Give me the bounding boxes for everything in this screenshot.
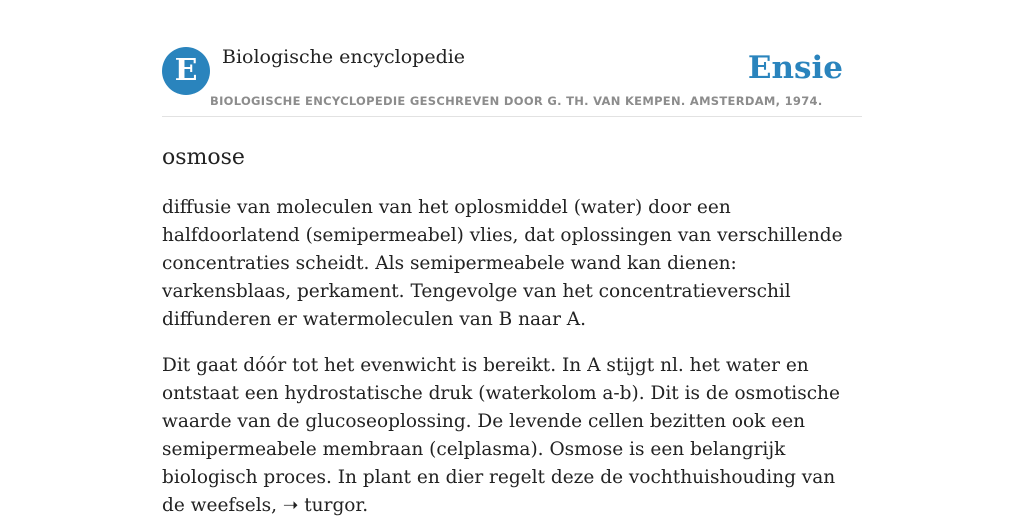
page-container <box>162 0 862 520</box>
brand-logo[interactable]: Ensie <box>747 50 843 86</box>
source-subtitle: BIOLOGISCHE ENCYCLOPEDIE GESCHREVEN DOOR G. TH. VAN KEMPEN. AMSTERDAM, 1974. <box>210 94 823 108</box>
header <box>162 0 862 117</box>
entry-definition <box>162 194 862 520</box>
definition-paragraph: Dit gaat dóór tot het evenwicht is bereikt. In A stijgt nl. het water en ontstaat een hydrostatische druk (waterkolom a-b). Dit is de osmotische waarde van de glucoseoplossing. De levende cellen bezitten ook een semipermeabele membraan (celplasma). Osmose is een belangrijk biologisch proces. In plant en dier regelt deze de vochthuishouding van de weefsels, ➝ turgor. <box>162 355 840 516</box>
source-logo[interactable]: E <box>162 47 210 95</box>
entry-term: osmose <box>162 145 245 170</box>
definition-paragraph: diffusie van moleculen van het oplosmiddel (water) door een halfdoorlatend (semipermeabel) vlies, dat oplossingen van verschillende concentraties scheidt. Als semipermeabele wand kan dienen: varkensblaas, perkament. Tengevolge van het concentratieverschil diffunderen er watermoleculen van B naar A. <box>162 197 843 330</box>
source-title[interactable]: Biologische encyclopedie <box>222 46 466 68</box>
